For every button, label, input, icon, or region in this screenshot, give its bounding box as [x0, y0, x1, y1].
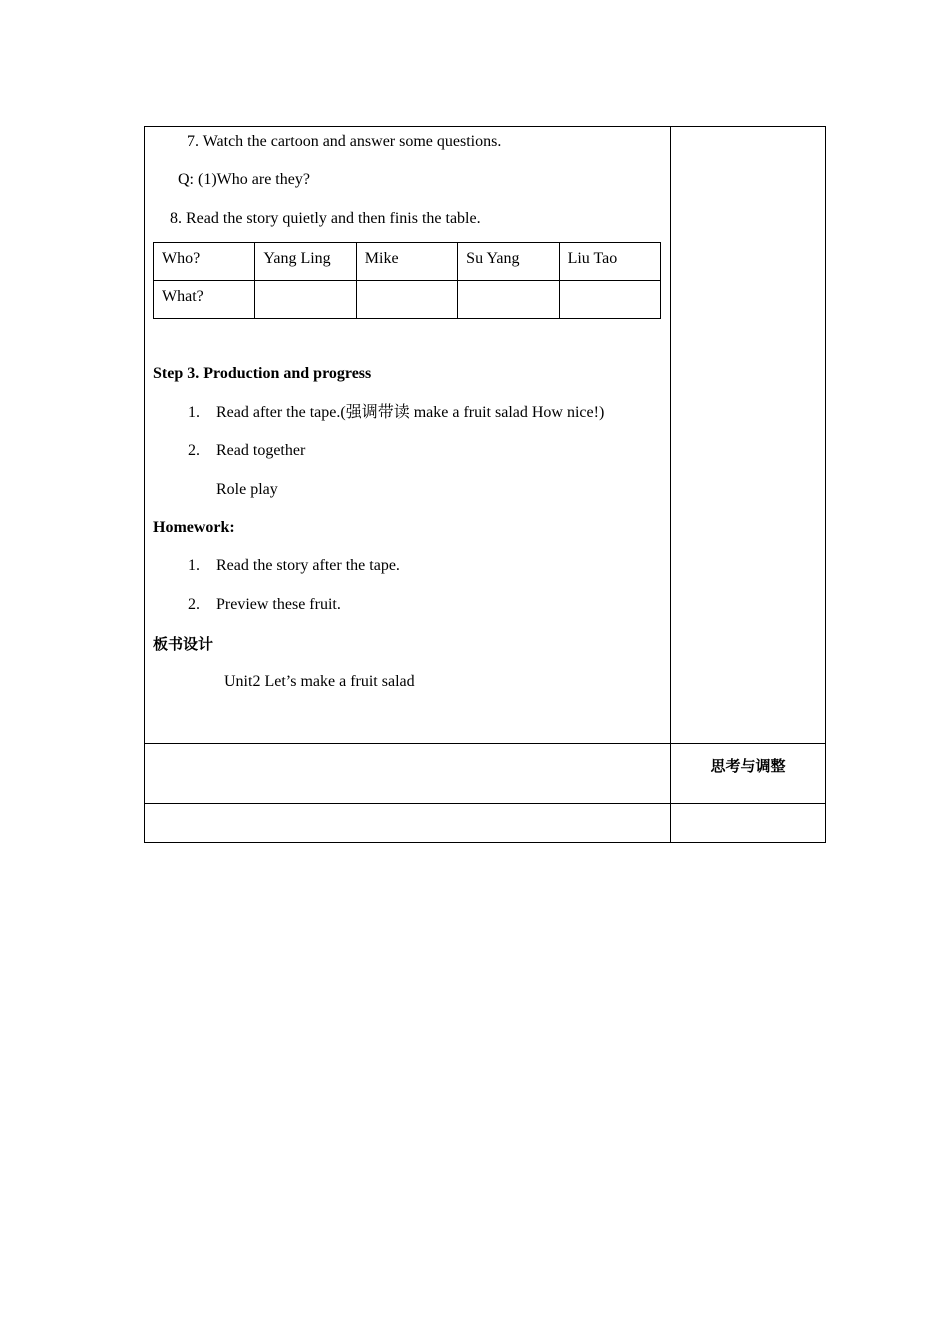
list-text: Read after the tape.(强调带读 make a fruit salad How nice!): [216, 404, 605, 421]
step-8-text: 8. Read the story quietly and then finis the table.: [170, 210, 481, 227]
lesson-plan-table: [144, 126, 826, 843]
reflection-label: 思考与调整: [671, 744, 826, 804]
step-7-text: 7. Watch the cartoon and answer some questions.: [187, 133, 502, 150]
table-cell: [458, 281, 559, 319]
list-number: 2.: [188, 596, 200, 613]
list-number: 2.: [188, 442, 200, 459]
story-table: [153, 242, 661, 319]
list-text: Role play: [216, 481, 278, 498]
table-cell: [255, 281, 356, 319]
table-row: [154, 243, 661, 281]
empty-cell: [145, 744, 671, 804]
list-item: [188, 441, 305, 461]
list-number: 1.: [188, 557, 200, 574]
list-text: Read together: [216, 442, 306, 459]
table-cell: [356, 281, 457, 319]
question-1-text: Q: (1)Who are they?: [178, 171, 310, 188]
list-item: [188, 403, 604, 423]
board-design-heading: 板书设计: [153, 635, 214, 653]
list-text: Preview these fruit.: [216, 596, 341, 613]
list-item: [188, 595, 341, 615]
list-number: 1.: [188, 404, 200, 421]
empty-cell: [145, 804, 671, 843]
table-cell: [559, 281, 660, 319]
table-cell: Mike: [356, 243, 457, 281]
table-cell: Su Yang: [458, 243, 559, 281]
list-item: [188, 556, 400, 576]
homework-heading: Homework:: [153, 519, 235, 536]
table-row: [154, 281, 661, 319]
side-notes-cell: [671, 127, 826, 744]
step-3-heading: Step 3. Production and progress: [153, 365, 372, 382]
table-cell: Yang Ling: [255, 243, 356, 281]
table-cell: Liu Tao: [559, 243, 660, 281]
empty-cell: [671, 804, 826, 843]
board-title: Unit2 Let’s make a fruit salad: [224, 673, 415, 690]
list-text: Read the story after the tape.: [216, 557, 400, 574]
table-cell: Who?: [154, 243, 255, 281]
list-item: [188, 480, 278, 500]
lesson-content-cell: [145, 127, 671, 744]
table-cell: What?: [154, 281, 255, 319]
